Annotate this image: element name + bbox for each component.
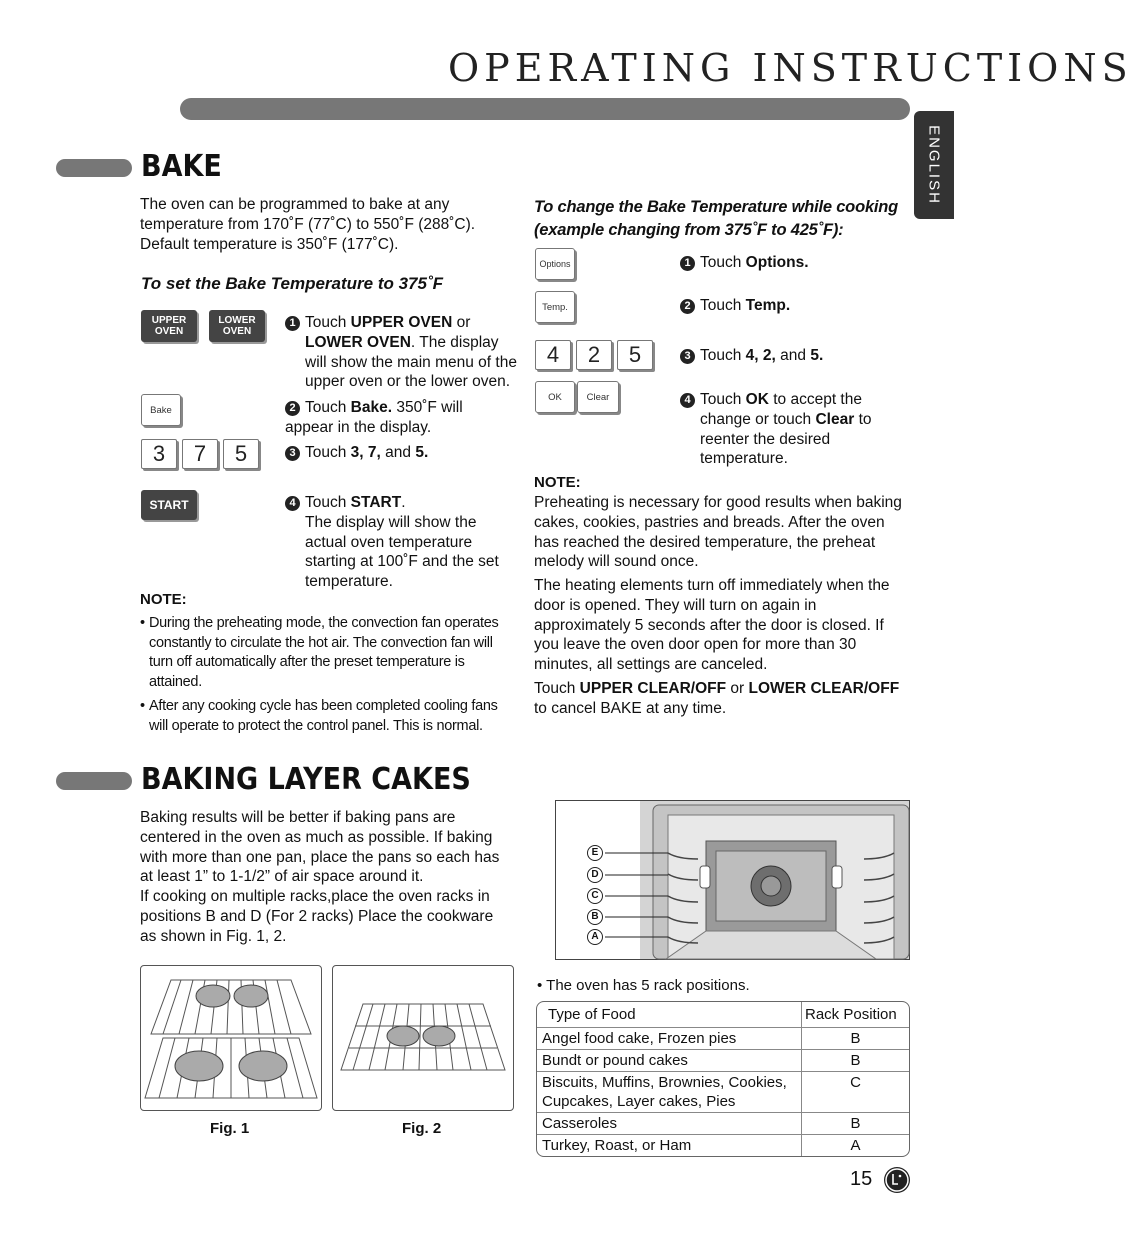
bake-intro: The oven can be programmed to bake at any temperature from 170˚F (77˚C) to 550˚F (288˚C). Default temperature is 350˚F (177˚C). [140, 196, 476, 253]
table-cell-rack: C [801, 1071, 909, 1112]
change-step-2 [680, 296, 790, 316]
bake-key-illustration [141, 394, 181, 426]
bullet: • [140, 615, 145, 631]
digit-key-5: 5 [223, 439, 259, 469]
step-continuation: The display will show the actual oven temperature starting at 100˚F and the set temperature. [305, 513, 499, 591]
bullet: • [140, 698, 145, 714]
table-header-row [537, 1002, 909, 1027]
page-number: 15 [850, 1168, 873, 1190]
layer-paragraph-1: Baking results will be better if baking pans are centered in the oven as much as possible. If baking with more than one pan, place the pans so each has at least 1” to 1-1/2” of air space around it. [140, 809, 500, 886]
oven-rack-diagram [555, 800, 910, 960]
two-rack-drawing [141, 966, 321, 1110]
step-key-ok: OK [745, 391, 769, 408]
step-text: Touch [700, 391, 746, 408]
table-row [537, 1134, 909, 1156]
layer-paragraph-2: If cooking on multiple racks,place the oven racks in positions B and D (For 2 racks) Place the cookware as shown in Fig. 1, 2. [140, 888, 494, 945]
step-text: Touch [700, 347, 746, 364]
rack-letter-e: E [587, 845, 603, 861]
bake-key-label: Bake [150, 404, 172, 416]
step-number: 1 [285, 316, 300, 331]
step-text: and [775, 347, 811, 364]
layer-section-title: BAKING LAYER CAKES [141, 762, 471, 797]
key-upper-clear-off: UPPER CLEAR/OFF [579, 680, 727, 697]
table-cell-food: Casseroles [537, 1112, 801, 1134]
lg-logo-icon [884, 1167, 910, 1193]
language-tab [914, 111, 954, 219]
table-cell-food: Bundt or pound cakes [537, 1049, 801, 1071]
step-key-lower-oven: LOWER OVEN [305, 333, 411, 351]
step-key-temp: Temp. [745, 297, 791, 314]
step-number: 4 [285, 496, 300, 511]
options-key-illustration [535, 248, 575, 280]
step-keys: 3, 7, [350, 444, 381, 461]
table-cell-food: Turkey, Roast, or Ham [537, 1134, 801, 1156]
figure-1-caption: Fig. 1 [210, 1120, 250, 1137]
table-row [537, 1112, 909, 1134]
step-text: Touch [305, 314, 351, 331]
figure-1-two-racks [140, 965, 322, 1111]
step-number: 3 [680, 349, 695, 364]
change-step-4 [680, 390, 910, 469]
rack-positions-note [537, 976, 750, 996]
change-note-cancel [534, 679, 914, 719]
lower-oven-key-illustration [209, 310, 265, 342]
table-cell-food: Angel food cake, Frozen pies [537, 1027, 801, 1049]
step-text: Touch [305, 399, 351, 416]
rack-letter-b: B [587, 909, 603, 925]
step-key-clear: Clear [815, 410, 855, 428]
temp-key-illustration [535, 291, 575, 323]
note-text: to cancel BAKE at any time. [534, 699, 727, 717]
table-header-rack: Rack Position [801, 1002, 909, 1027]
table-cell-rack: A [801, 1134, 909, 1156]
bake-section-title: BAKE [141, 149, 222, 184]
step-text: and [380, 444, 416, 461]
language-tab-label: ENGLISH [925, 125, 943, 205]
bake-step-1 [285, 313, 517, 392]
step-number: 1 [680, 256, 695, 271]
table-cell-rack: B [801, 1049, 909, 1071]
temp-key-label: Temp. [542, 301, 568, 313]
step-text: or [452, 314, 471, 331]
bake-section-marker [56, 159, 132, 177]
rack-table [537, 1002, 909, 1156]
change-note-door: The heating elements turn off immediately when the door is opened. They will turn on again in approximately 5 seconds after the door is closed. If you leave the oven door open for more than 30 minutes, all settings are canceled. [534, 577, 890, 674]
step-keys: 5. [810, 347, 824, 364]
change-step-1 [680, 253, 809, 273]
bake-note-item-1 [140, 614, 520, 692]
step-text: to accept the change or touch [700, 391, 862, 428]
digit-key-5: 5 [617, 340, 653, 370]
step-number: 2 [680, 299, 695, 314]
step-keys: 5. [415, 444, 429, 461]
clear-key-illustration [577, 381, 619, 413]
key-lower-clear-off: LOWER CLEAR/OFF [748, 680, 900, 697]
page-header-title: OPERATING INSTRUCTIONS [448, 46, 1133, 90]
rack-letter-a: A [587, 929, 603, 945]
digit-key-3: 3 [141, 439, 177, 469]
step-number: 3 [285, 446, 300, 461]
change-temp-heading [534, 196, 919, 242]
step-text: Touch [305, 444, 351, 461]
step-text: Touch [305, 494, 351, 511]
step-continuation [285, 333, 517, 392]
header-bar [180, 98, 910, 120]
lg-logo-mark [884, 1167, 910, 1193]
set-temp-heading: To set the Bake Temperature to 375˚F [141, 274, 443, 293]
table-cell-rack: B [801, 1027, 909, 1049]
rack-note-text: The oven has 5 rack positions. [546, 977, 750, 994]
ok-key-label: OK [548, 391, 562, 403]
note-text: or [726, 680, 749, 697]
step-text: Touch [700, 254, 746, 271]
step-key-upper-oven: UPPER OVEN [350, 314, 453, 331]
figure-2-one-rack [332, 965, 514, 1111]
digit-key-4: 4 [535, 340, 571, 370]
bake-note-label: NOTE: [140, 591, 187, 608]
lower-oven-key-label: LOWER OVEN [218, 315, 256, 337]
step-number: 4 [680, 393, 695, 408]
step-number: 2 [285, 401, 300, 416]
change-step-3 [680, 346, 823, 366]
layer-section-marker [56, 772, 132, 790]
step-text: Touch [700, 297, 746, 314]
step-key-bake: Bake. [350, 399, 393, 416]
table-header-food: Type of Food [548, 1006, 636, 1023]
rack-letter-d: D [587, 867, 603, 883]
ok-key-illustration [535, 381, 575, 413]
change-note-preheat: Preheating is necessary for good results when baking cakes, cookies, pastries and breads. After the oven has reached the desired temperature, the preheat melody will sound once. [534, 494, 902, 571]
bullet: • [537, 977, 543, 994]
step-key-start: START [350, 494, 402, 511]
step-text: to reenter the desired temperature. [700, 410, 872, 468]
step-text: . [401, 494, 406, 511]
oven-interior-drawing [556, 801, 909, 959]
bake-step-2 [285, 398, 500, 438]
table-row [537, 1027, 909, 1049]
figure-2-caption: Fig. 2 [402, 1120, 442, 1137]
one-rack-drawing [333, 966, 513, 1110]
table-row [537, 1049, 909, 1071]
upper-oven-key-label: UPPER OVEN [151, 315, 187, 337]
bake-step-4 [285, 493, 515, 592]
note-text: Touch [534, 680, 580, 697]
change-temp-heading-line1: To change the Bake Temperature while cooking [534, 198, 899, 216]
step-key-options: Options. [745, 254, 809, 271]
start-key-label: START [149, 497, 189, 512]
rack-position-table [536, 1001, 910, 1157]
note-text: During the preheating mode, the convection fan operates constantly to circulate the hot air. The convection fan will turn off automatically after the preset temperature is attained. [149, 615, 499, 690]
step-text: 350˚F will appear in the display. [285, 399, 463, 436]
table-cell-food: Biscuits, Muffins, Brownies, Cookies, Cupcakes, Layer cakes, Pies [537, 1071, 801, 1112]
step-keys: 4, 2, [745, 347, 776, 364]
bake-note-item-2 [140, 697, 520, 736]
digit-key-2: 2 [576, 340, 612, 370]
table-cell-rack: B [801, 1112, 909, 1134]
start-key-illustration [141, 490, 197, 520]
step-text: . The display will show the main menu of the upper oven or the lower oven. [305, 333, 517, 391]
bake-step-3 [285, 443, 505, 463]
clear-key-label: Clear [586, 391, 610, 403]
change-note-label: NOTE: [534, 474, 581, 491]
table-row [537, 1071, 909, 1112]
change-temp-heading-line2: (example changing from 375˚F to 425˚F): [534, 221, 844, 239]
options-key-label: Options [539, 259, 571, 269]
note-text: After any cooking cycle has been completed cooling fans will operate to protect the control panel. This is normal. [149, 698, 498, 734]
upper-oven-key-illustration [141, 310, 197, 342]
digit-key-7: 7 [182, 439, 218, 469]
rack-letter-c: C [587, 888, 603, 904]
